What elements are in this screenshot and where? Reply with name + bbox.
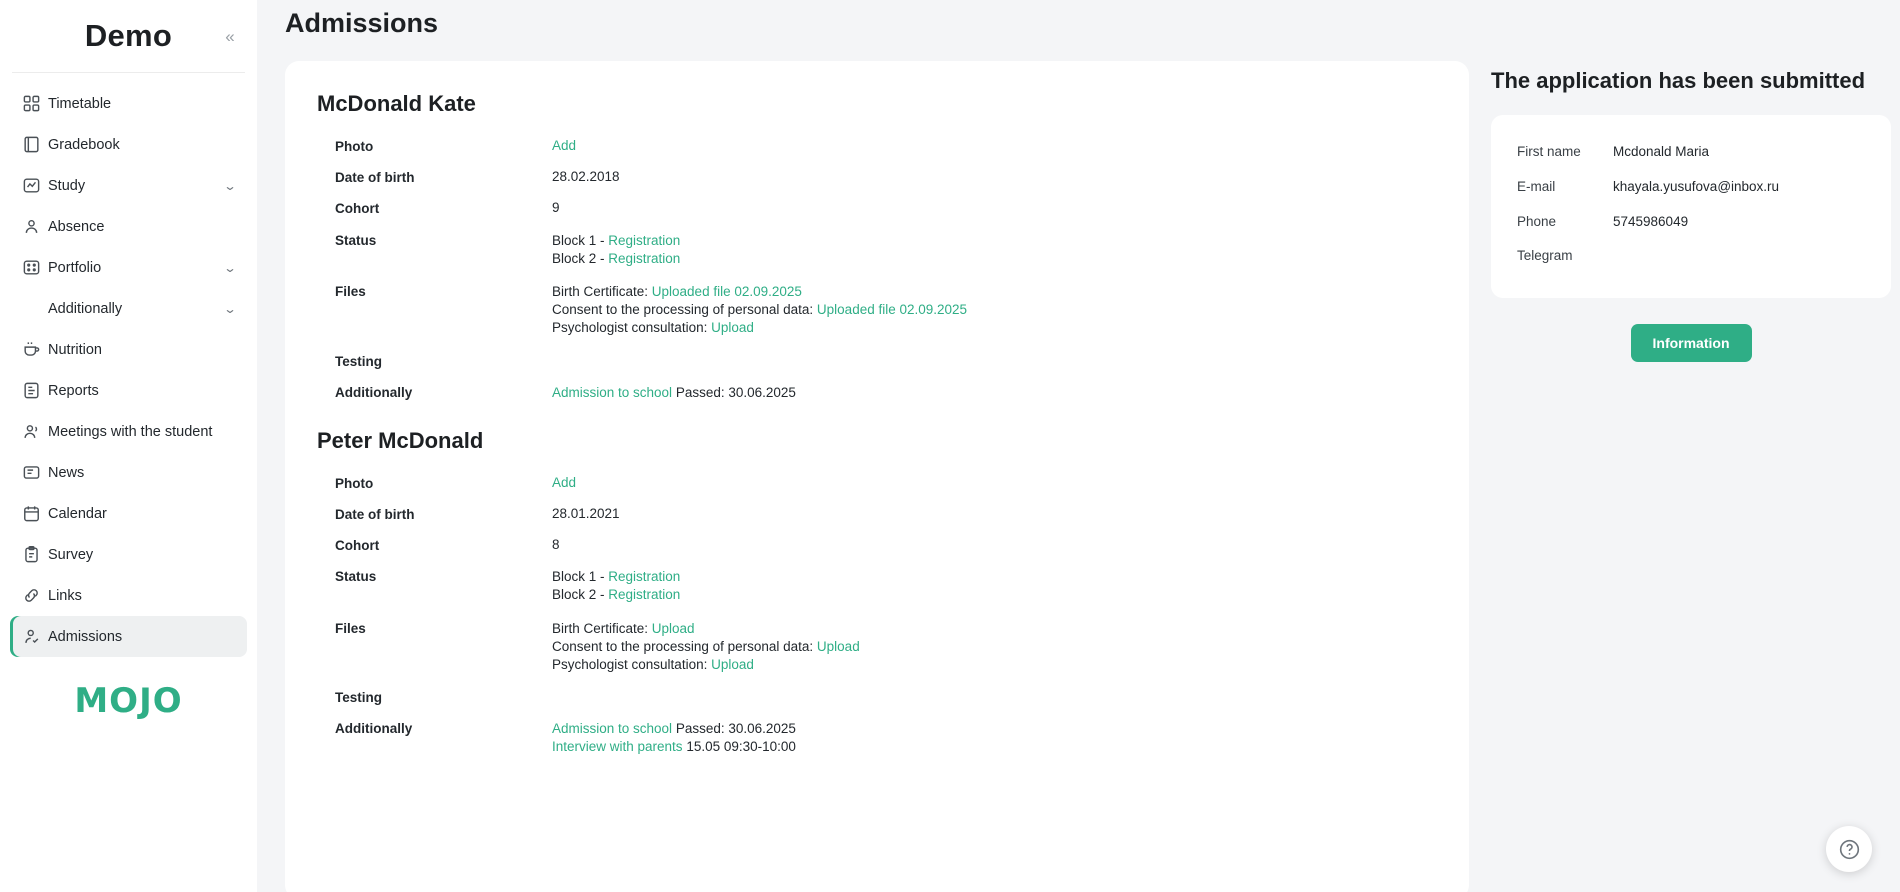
sidebar-item-additionally[interactable]	[10, 288, 247, 329]
field-label: Files	[335, 283, 366, 299]
clipboard-icon	[22, 545, 48, 564]
news-icon	[22, 463, 48, 482]
file-prefix: Birth Certificate:	[552, 620, 652, 636]
info-key: Telegram	[1517, 248, 1573, 264]
file-prefix: Consent to the processing of personal data:	[552, 302, 817, 318]
grid-icon	[22, 94, 48, 113]
sidebar-item-reports[interactable]	[10, 370, 247, 411]
question-mark-icon	[1838, 838, 1861, 861]
admissions-card	[285, 61, 1469, 892]
status-line	[552, 250, 680, 268]
report-icon	[22, 381, 48, 400]
info-key: Phone	[1517, 213, 1557, 229]
additionally-line	[552, 720, 796, 738]
info-row	[1517, 239, 1865, 274]
field-cohort	[317, 193, 1437, 224]
content-row	[285, 61, 1900, 892]
sidebar-item-label: Portfolio	[48, 259, 102, 276]
file-prefix: Consent to the processing of personal data:	[552, 638, 817, 654]
application-panel	[1491, 61, 1891, 892]
file-prefix: Psychologist consultation:	[552, 320, 712, 336]
field-status	[317, 225, 1437, 276]
page-title: Admissions	[285, 8, 439, 38]
file-prefix: Psychologist consultation:	[552, 657, 712, 672]
registration-link[interactable]: Registration	[608, 232, 681, 248]
sidebar-item-label: Survey	[48, 546, 94, 563]
information-button[interactable]: Information	[1631, 324, 1752, 362]
field-value: 28.01.2021	[552, 505, 620, 521]
field-files	[317, 276, 1437, 346]
calendar-icon	[22, 504, 48, 523]
chevron-down-icon[interactable]: ⌄	[223, 301, 237, 316]
student-block	[317, 428, 1437, 765]
sidebar-item-label: Timetable	[48, 95, 112, 112]
link-icon	[22, 586, 48, 605]
sidebar-item-label: Gradebook	[48, 136, 120, 153]
sidebar-item-label: Meetings with the student	[48, 423, 213, 440]
chevron-down-icon[interactable]: ⌄	[223, 178, 237, 193]
file-prefix: Birth Certificate:	[552, 283, 652, 299]
field-label: Photo	[335, 139, 374, 154]
field-label: Testing	[335, 353, 382, 369]
sidebar-item-label: News	[48, 464, 85, 481]
sidebar-item-label: Reports	[48, 382, 99, 399]
file-line	[552, 656, 860, 674]
sidebar-item-admissions[interactable]	[10, 616, 247, 657]
person-icon	[22, 217, 48, 236]
chevron-down-icon[interactable]: ⌄	[223, 260, 237, 275]
sidebar-item-label: Absence	[48, 218, 105, 235]
upload-link[interactable]: Upload	[711, 657, 754, 672]
field-label: Cohort	[335, 201, 380, 217]
field-label: Date of birth	[335, 170, 415, 186]
help-button[interactable]	[1826, 826, 1872, 872]
file-link[interactable]: Uploaded file 02.09.2025	[816, 302, 968, 318]
sidebar-item-links[interactable]	[10, 575, 247, 616]
sidebar-item-calendar[interactable]	[10, 493, 247, 534]
file-link[interactable]: Uploaded file 02.09.2025	[651, 283, 802, 299]
field-photo	[317, 468, 1437, 499]
field-date-of-birth	[317, 499, 1437, 530]
field-label: Date of birth	[335, 506, 415, 522]
status-prefix: Block 2 -	[552, 250, 609, 266]
field-additionally	[317, 377, 1437, 410]
add-photo-link[interactable]: Add	[552, 138, 577, 153]
briefcase-icon	[22, 258, 48, 277]
sidebar-item-label: Nutrition	[48, 341, 102, 358]
user-check-icon	[22, 627, 48, 646]
sidebar-item-study[interactable]	[10, 165, 247, 206]
additionally-line	[552, 738, 796, 756]
additionally-line	[552, 384, 796, 402]
info-value: 5745986049	[1613, 213, 1689, 229]
field-label: Files	[335, 620, 366, 636]
button-row	[1491, 324, 1891, 362]
admission-to-school-link[interactable]: Admission to school	[552, 721, 673, 737]
student-name: McDonald Kate	[317, 91, 476, 116]
sidebar-item-label: Study	[48, 177, 86, 194]
sidebar-item-label: Calendar	[48, 505, 107, 522]
status-prefix: Block 1 -	[552, 232, 609, 248]
field-cohort	[317, 530, 1437, 561]
file-line	[552, 319, 967, 337]
field-label: Additionally	[335, 384, 413, 400]
info-key: First name	[1517, 143, 1581, 159]
info-row	[1517, 170, 1865, 205]
info-row	[1517, 205, 1865, 240]
field-label: Cohort	[335, 538, 380, 554]
status-line	[552, 232, 680, 250]
additionally-suffix: 15.05 09:30-10:00	[682, 739, 796, 755]
brand-title: Demo	[84, 18, 173, 53]
sidebar-item-gradebook[interactable]	[10, 124, 247, 165]
admission-to-school-link[interactable]: Admission to school	[552, 384, 673, 400]
field-label: Testing	[335, 690, 382, 706]
sidebar-item-absence[interactable]	[10, 206, 247, 247]
field-status	[317, 561, 1437, 612]
field-testing	[317, 682, 1437, 713]
add-photo-link[interactable]: Add	[552, 474, 577, 490]
status-prefix: Block 1 -	[552, 569, 609, 585]
applicant-info-card	[1491, 115, 1891, 299]
file-line	[552, 638, 860, 656]
file-line	[552, 283, 967, 301]
field-photo	[317, 131, 1437, 162]
field-additionally	[317, 713, 1437, 764]
sidebar-item-meetings-with-the-student[interactable]	[10, 411, 247, 452]
field-date-of-birth	[317, 162, 1437, 193]
sidebar-item-news[interactable]	[10, 452, 247, 493]
upload-link[interactable]: Upload	[816, 638, 860, 654]
info-key: E-mail	[1517, 178, 1556, 194]
field-label: Additionally	[335, 721, 413, 737]
status-line	[552, 586, 680, 604]
info-value: khayala.yusufova@inbox.ru	[1613, 178, 1780, 194]
book-icon	[22, 135, 48, 154]
sidebar	[0, 0, 257, 892]
file-line	[552, 620, 860, 638]
people-icon	[22, 422, 48, 441]
sidebar-header	[0, 0, 257, 72]
registration-link[interactable]: Registration	[608, 569, 681, 585]
sidebar-item-label: Additionally	[48, 300, 123, 317]
interview-with-parents-link[interactable]: Interview with parents	[552, 739, 683, 755]
upload-link[interactable]: Upload	[651, 620, 695, 636]
field-testing	[317, 346, 1437, 377]
chart-line-icon	[22, 176, 48, 195]
student-name: Peter McDonald	[317, 427, 484, 453]
sidebar-nav	[0, 83, 257, 657]
field-label: Photo	[335, 475, 374, 491]
registration-link[interactable]: Registration	[608, 587, 681, 603]
field-label: Status	[335, 569, 377, 585]
info-value: Mcdonald Maria	[1613, 143, 1710, 159]
field-value: 28.02.2018	[552, 169, 620, 185]
status-line	[552, 568, 680, 586]
upload-link[interactable]: Upload	[711, 320, 754, 336]
student-block	[317, 91, 1437, 410]
logo-text: MOJO	[74, 681, 183, 721]
application-status-title: The application has been submitted	[1491, 68, 1866, 93]
sidebar-item-label: Links	[48, 587, 82, 604]
info-row	[1517, 135, 1865, 170]
divider	[12, 72, 245, 73]
main-content	[257, 0, 1900, 892]
sidebar-item-survey[interactable]	[10, 534, 247, 575]
field-label: Status	[335, 232, 377, 248]
additionally-suffix: Passed: 30.06.2025	[672, 384, 796, 400]
file-line	[552, 301, 967, 319]
registration-link[interactable]: Registration	[608, 250, 681, 266]
sidebar-item-timetable[interactable]	[10, 83, 247, 124]
field-value: 9	[552, 200, 560, 216]
chevrons-left-icon[interactable]: «	[225, 27, 235, 46]
field-value: 8	[552, 537, 560, 553]
cup-icon	[22, 340, 48, 359]
app-logo	[0, 681, 257, 721]
status-prefix: Block 2 -	[552, 587, 609, 603]
sidebar-item-nutrition[interactable]	[10, 329, 247, 370]
field-files	[317, 613, 1437, 683]
additionally-suffix: Passed: 30.06.2025	[672, 721, 796, 737]
sidebar-item-portfolio[interactable]	[10, 247, 247, 288]
sidebar-item-label: Admissions	[48, 628, 123, 645]
